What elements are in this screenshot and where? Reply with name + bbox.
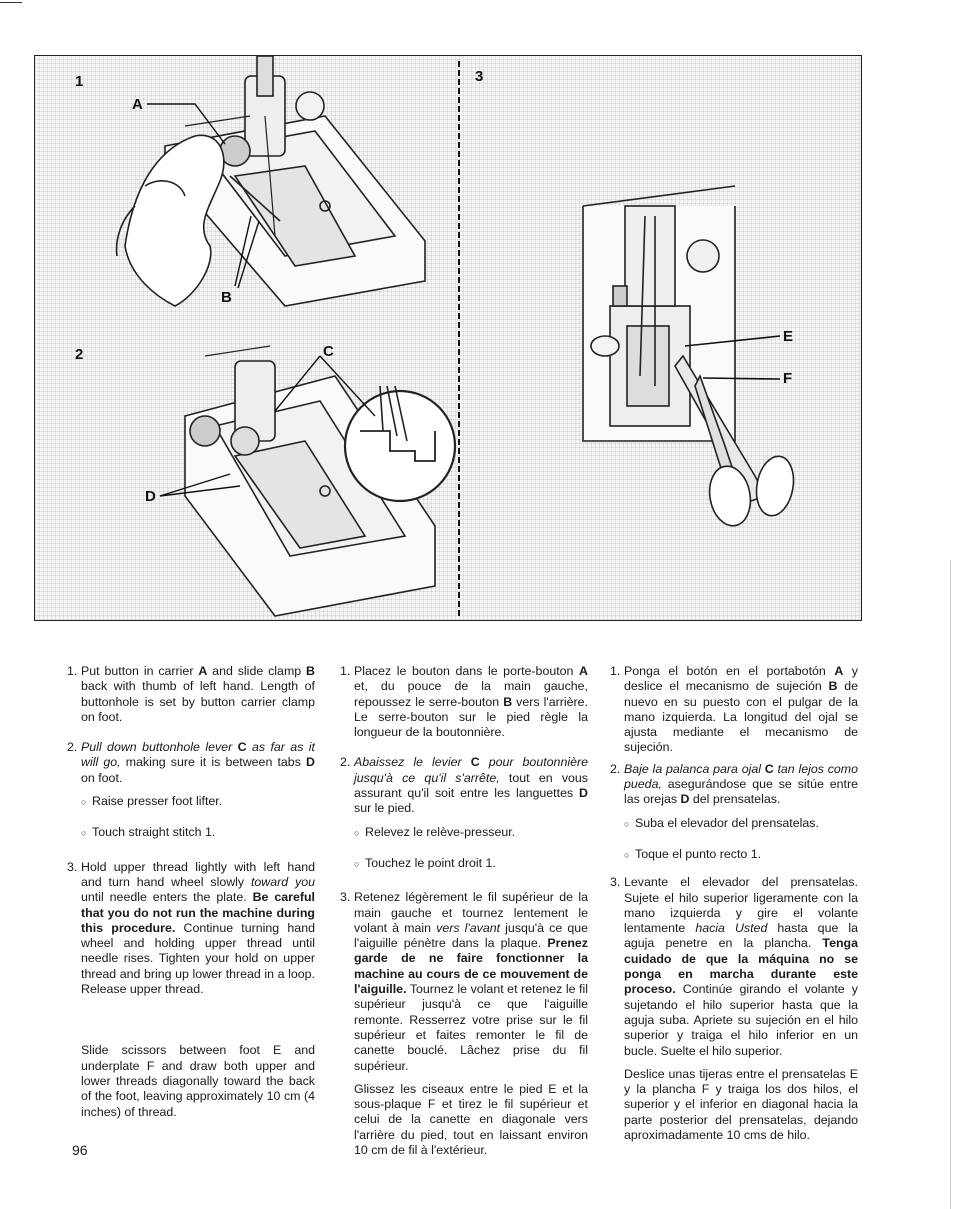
english-column — [67, 664, 315, 1135]
scan-edge-line — [950, 560, 951, 1209]
es-bullet-1: ○ Suba el elevador del prensatelas. — [624, 815, 819, 830]
page-number: 96 — [72, 1142, 88, 1158]
es-bullet-2: ○ Toque el punto recto 1. — [624, 846, 762, 861]
en-step-1: 1. Put button in carrier A and slide clamp B back with thumb of left hand. Length of buttonhole is set by button carrier clamp on foot. — [67, 664, 315, 724]
part-label-c: C — [323, 343, 334, 360]
fr-closing: Glissez les ciseaux entre le pied E et la sous-plaque F et tirez le fil supérieur et celui de la canette en diagonale vers l'arrière du pied, tout en laissant environ 10 cm de fil à l'extérieur. — [354, 1081, 588, 1158]
panel-label-1: 1 — [75, 73, 84, 90]
part-label-a: A — [132, 96, 143, 113]
fr-step-3: 3. Retenez légèrement le fil supérieur de la main gauche et tournez lentement le volant à main vers l'avant jusqu'à ce que l'aiguille pénètre dans la plaque. Prenez garde de ne faire fonctionner la machine au cours de ce mouvement de l'aiguille. Tournez le volant et retenez le fil supérieur jusqu'à ce que l'aiguille remonte. Resserrez votre prise sur le fil supérieur et faites remonter le fil de canette bouclé. Lâchez prise du fil supérieur. — [340, 890, 589, 1073]
spanish-column — [610, 664, 858, 1158]
fr-bullet-1: ○ Relevez le relève-presseur. — [354, 824, 516, 839]
illustration-panel — [34, 55, 862, 621]
es-step-3: 3. Levante el elevador del prensatelas. Sujete el hilo superior ligeramente con la mano izquierda y gire el volante lentamente hacia Usted hasta que la aguja penetre en la plancha. Tenga cuidado de que la máquina no se ponga en marcha durante este proceso. Continúe girando el volante y sujetando el hilo superior hasta que la aguja suba. Apriete su sujeción en el hilo superior y traiga el hilo inferior en un bucle. Suelte el hilo superior. — [610, 875, 859, 1058]
sewing-machine-illustration — [35, 56, 862, 621]
panel-label-2: 2 — [75, 346, 84, 363]
es-step-1: 1. Ponga el botón en el portabotón A y deslice el mecanismo de sujeción B de nuevo en su puesto con el pulgar de la mano izquierda. La longitud del ojal se ajusta mediante el mecanismo de sujeción. — [610, 664, 859, 755]
es-step-2: 2. Baje la palanca para ojal C tan lejos como pueda, asegurándose que se sitúe entre las orejas D del prensatelas. — [610, 761, 858, 807]
fr-step-1: 1. Placez le bouton dans le porte-bouton A et, du pouce de la main gauche, repoussez le serre-bouton B vers l'arrière. Le serre-bouton sur le pied règle la longueur de la boutonnière. — [340, 664, 588, 740]
part-label-e: E — [783, 328, 794, 345]
en-step-3: 3. Hold upper thread lightly with left hand and turn hand wheel slowly toward you until needle enters the plate. Be careful that you do not run the machine during this procedure. Continue turning hand wheel and holding upper thread until needle rises. Tighten your hold on upper thread and bring up lower thread in a loop. Release upper thread. — [67, 859, 316, 997]
corner-crop-mark — [0, 2, 22, 3]
en-bullet-1: ○ Raise presser foot lifter. — [81, 794, 223, 809]
panel-label-3: 3 — [475, 68, 484, 85]
panel-1-drawing — [117, 56, 425, 306]
en-step-2: 2. Pull down buttonhole lever C as far as it will go, making sure it is between tabs D on foot. — [67, 740, 315, 785]
en-bullet-2: ○ Touch straight stitch 1. — [81, 825, 216, 840]
fr-step-2: 2. Abaissez le levier C pour boutonnière jusqu'à ce qu'il s'arrête, tout en vous assurant qu'il soit entre les languettes D sur le pied. — [340, 755, 588, 816]
french-column — [340, 664, 588, 1173]
part-label-d: D — [145, 488, 156, 505]
fr-bullet-2: ○ Touchez le point droit 1. — [354, 855, 496, 870]
panel-2-drawing — [185, 346, 455, 616]
en-closing: Slide scissors between foot E and underplate F and draw both upper and lower threads diagonally toward the back of the foot, leaving approximately 10 cm (4 inches) of thread. — [81, 1043, 315, 1119]
panel-3-drawing — [583, 186, 798, 529]
part-label-f: F — [783, 370, 793, 387]
part-label-b: B — [221, 289, 232, 306]
es-closing: Deslice unas tijeras entre el prensatelas E y la plancha F y traiga los dos hilos, el superior y el inferior en diagonal hacia la parte posterior del prensatelas, dejando aproximadamente 10 cms de hilo. — [624, 1066, 858, 1143]
